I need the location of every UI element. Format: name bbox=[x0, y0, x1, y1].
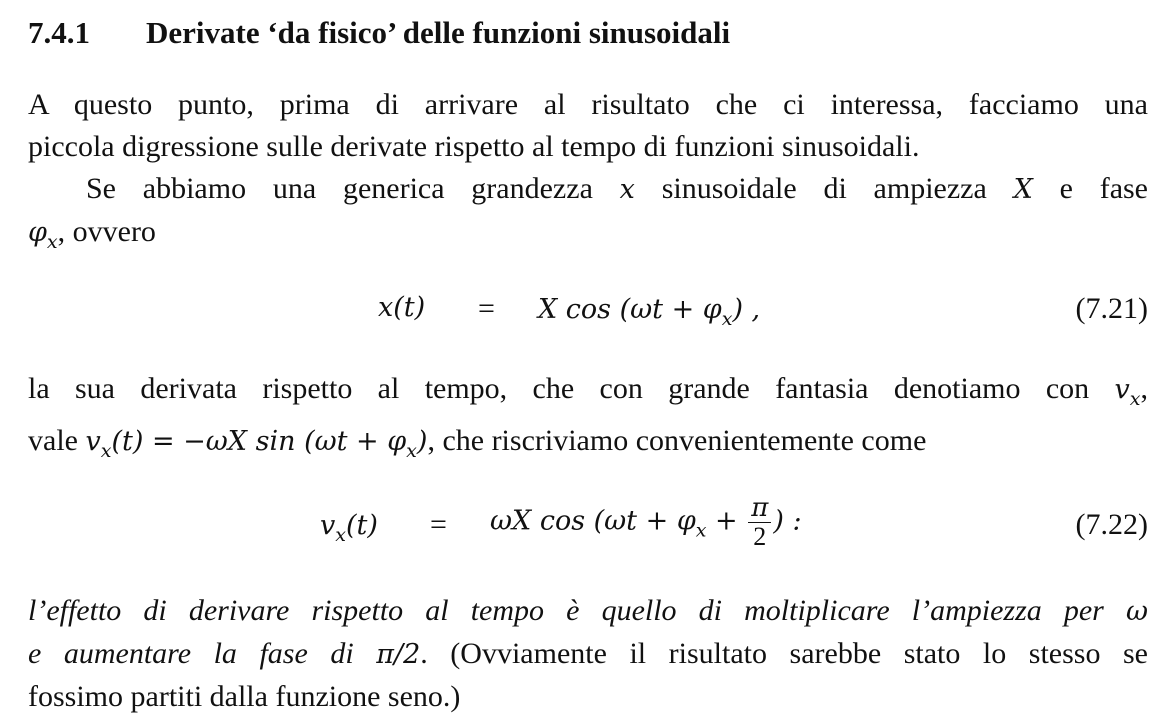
math-expression: ) , bbox=[732, 294, 761, 325]
paragraph-definition bbox=[28, 168, 1148, 263]
equation-rhs bbox=[490, 494, 802, 551]
math-subscript: x bbox=[100, 440, 112, 462]
paragraph-conclusion-line-1 bbox=[28, 590, 1148, 633]
math-subscript: x bbox=[406, 440, 417, 462]
math-velocity-v: v bbox=[1114, 374, 1130, 405]
text-segment: sinusoidale di ampiezza bbox=[661, 172, 987, 205]
section-heading bbox=[28, 14, 730, 52]
math-omega: ω bbox=[1125, 596, 1149, 627]
equation-number: (7.22) bbox=[1075, 508, 1148, 541]
math-expression: ) bbox=[416, 426, 428, 457]
math-expression: v bbox=[85, 426, 101, 457]
paragraph-definition-line-1 bbox=[28, 168, 1148, 211]
text-segment: . (Ovviamente il risultato sarebbe stato lo stesso se bbox=[420, 637, 1148, 670]
paragraph-definition-line-2 bbox=[28, 211, 1148, 263]
paragraph-intro bbox=[28, 84, 1148, 168]
math-subscript: x bbox=[695, 519, 707, 542]
math-pi-over-2: π/2 bbox=[376, 639, 421, 670]
equation-number: (7.21) bbox=[1075, 292, 1148, 325]
section-title: Derivate ‘da fisico’ delle funzioni sinusoidali bbox=[146, 15, 731, 50]
paragraph-derivative-line-2 bbox=[28, 420, 1148, 472]
equation-relation: = bbox=[430, 508, 447, 541]
fraction-pi-over-2 bbox=[748, 494, 771, 551]
equation-rhs bbox=[538, 292, 760, 330]
text-segment: la sua derivata rispetto al tempo, che con grande fantasia denotiamo con bbox=[28, 372, 1090, 405]
math-subscript: x bbox=[46, 231, 58, 253]
math-variable-x: x bbox=[619, 174, 635, 205]
math-phase-phi: φ bbox=[28, 217, 47, 248]
text-segment: , che riscriviamo convenientemente come bbox=[427, 424, 927, 457]
paragraph-derivative-line-1 bbox=[28, 368, 1148, 420]
text-segment: vale bbox=[28, 424, 78, 457]
equation-7-21 bbox=[28, 286, 1148, 346]
math-expression: ωX cos (ωt + φ bbox=[490, 505, 696, 537]
equation-lhs bbox=[320, 508, 378, 546]
fraction-denominator: 2 bbox=[753, 522, 767, 551]
text-segment: , bbox=[1140, 372, 1149, 405]
math-expression: (t) bbox=[345, 510, 378, 541]
fraction-numerator: π bbox=[748, 494, 771, 523]
italic-statement: l’effetto di derivare rispetto al tempo è quello di moltiplicare l’ampiezza per bbox=[28, 594, 1104, 627]
math-subscript: x bbox=[1129, 388, 1141, 410]
math-amplitude-X: X bbox=[1013, 174, 1033, 205]
italic-statement: e aumentare la fase di bbox=[28, 637, 354, 670]
equation-relation: = bbox=[478, 292, 495, 325]
paragraph-intro-line-1: A questo punto, prima di arrivare al risultato che ci interessa, facciamo una bbox=[28, 88, 1148, 121]
math-subscript: x bbox=[721, 308, 733, 330]
math-expression: + bbox=[706, 505, 747, 537]
math-expression: (t) = −ωX sin (ωt + φ bbox=[111, 426, 407, 457]
paragraph-intro-line-2: piccola digressione sulle derivate rispetto al tempo di funzioni sinusoidali. bbox=[28, 130, 920, 163]
paragraph-conclusion-line-3: fossimo partiti dalla funzione seno.) bbox=[28, 680, 461, 713]
math-expression: X cos (ωt + φ bbox=[538, 294, 722, 325]
text-segment: , ovvero bbox=[57, 215, 156, 248]
math-expression: ) : bbox=[773, 505, 802, 537]
text-segment: e fase bbox=[1059, 172, 1148, 205]
paragraph-conclusion-line-2 bbox=[28, 633, 1148, 676]
equation-lhs: x(t) bbox=[378, 292, 426, 323]
math-expression: v bbox=[320, 510, 336, 541]
text-segment: Se abbiamo una generica grandezza bbox=[86, 172, 593, 205]
math-subscript: x bbox=[335, 524, 346, 546]
equation-7-22 bbox=[28, 490, 1148, 570]
paragraph-derivative bbox=[28, 368, 1148, 472]
section-number: 7.4.1 bbox=[28, 15, 90, 50]
paragraph-conclusion bbox=[28, 590, 1148, 718]
